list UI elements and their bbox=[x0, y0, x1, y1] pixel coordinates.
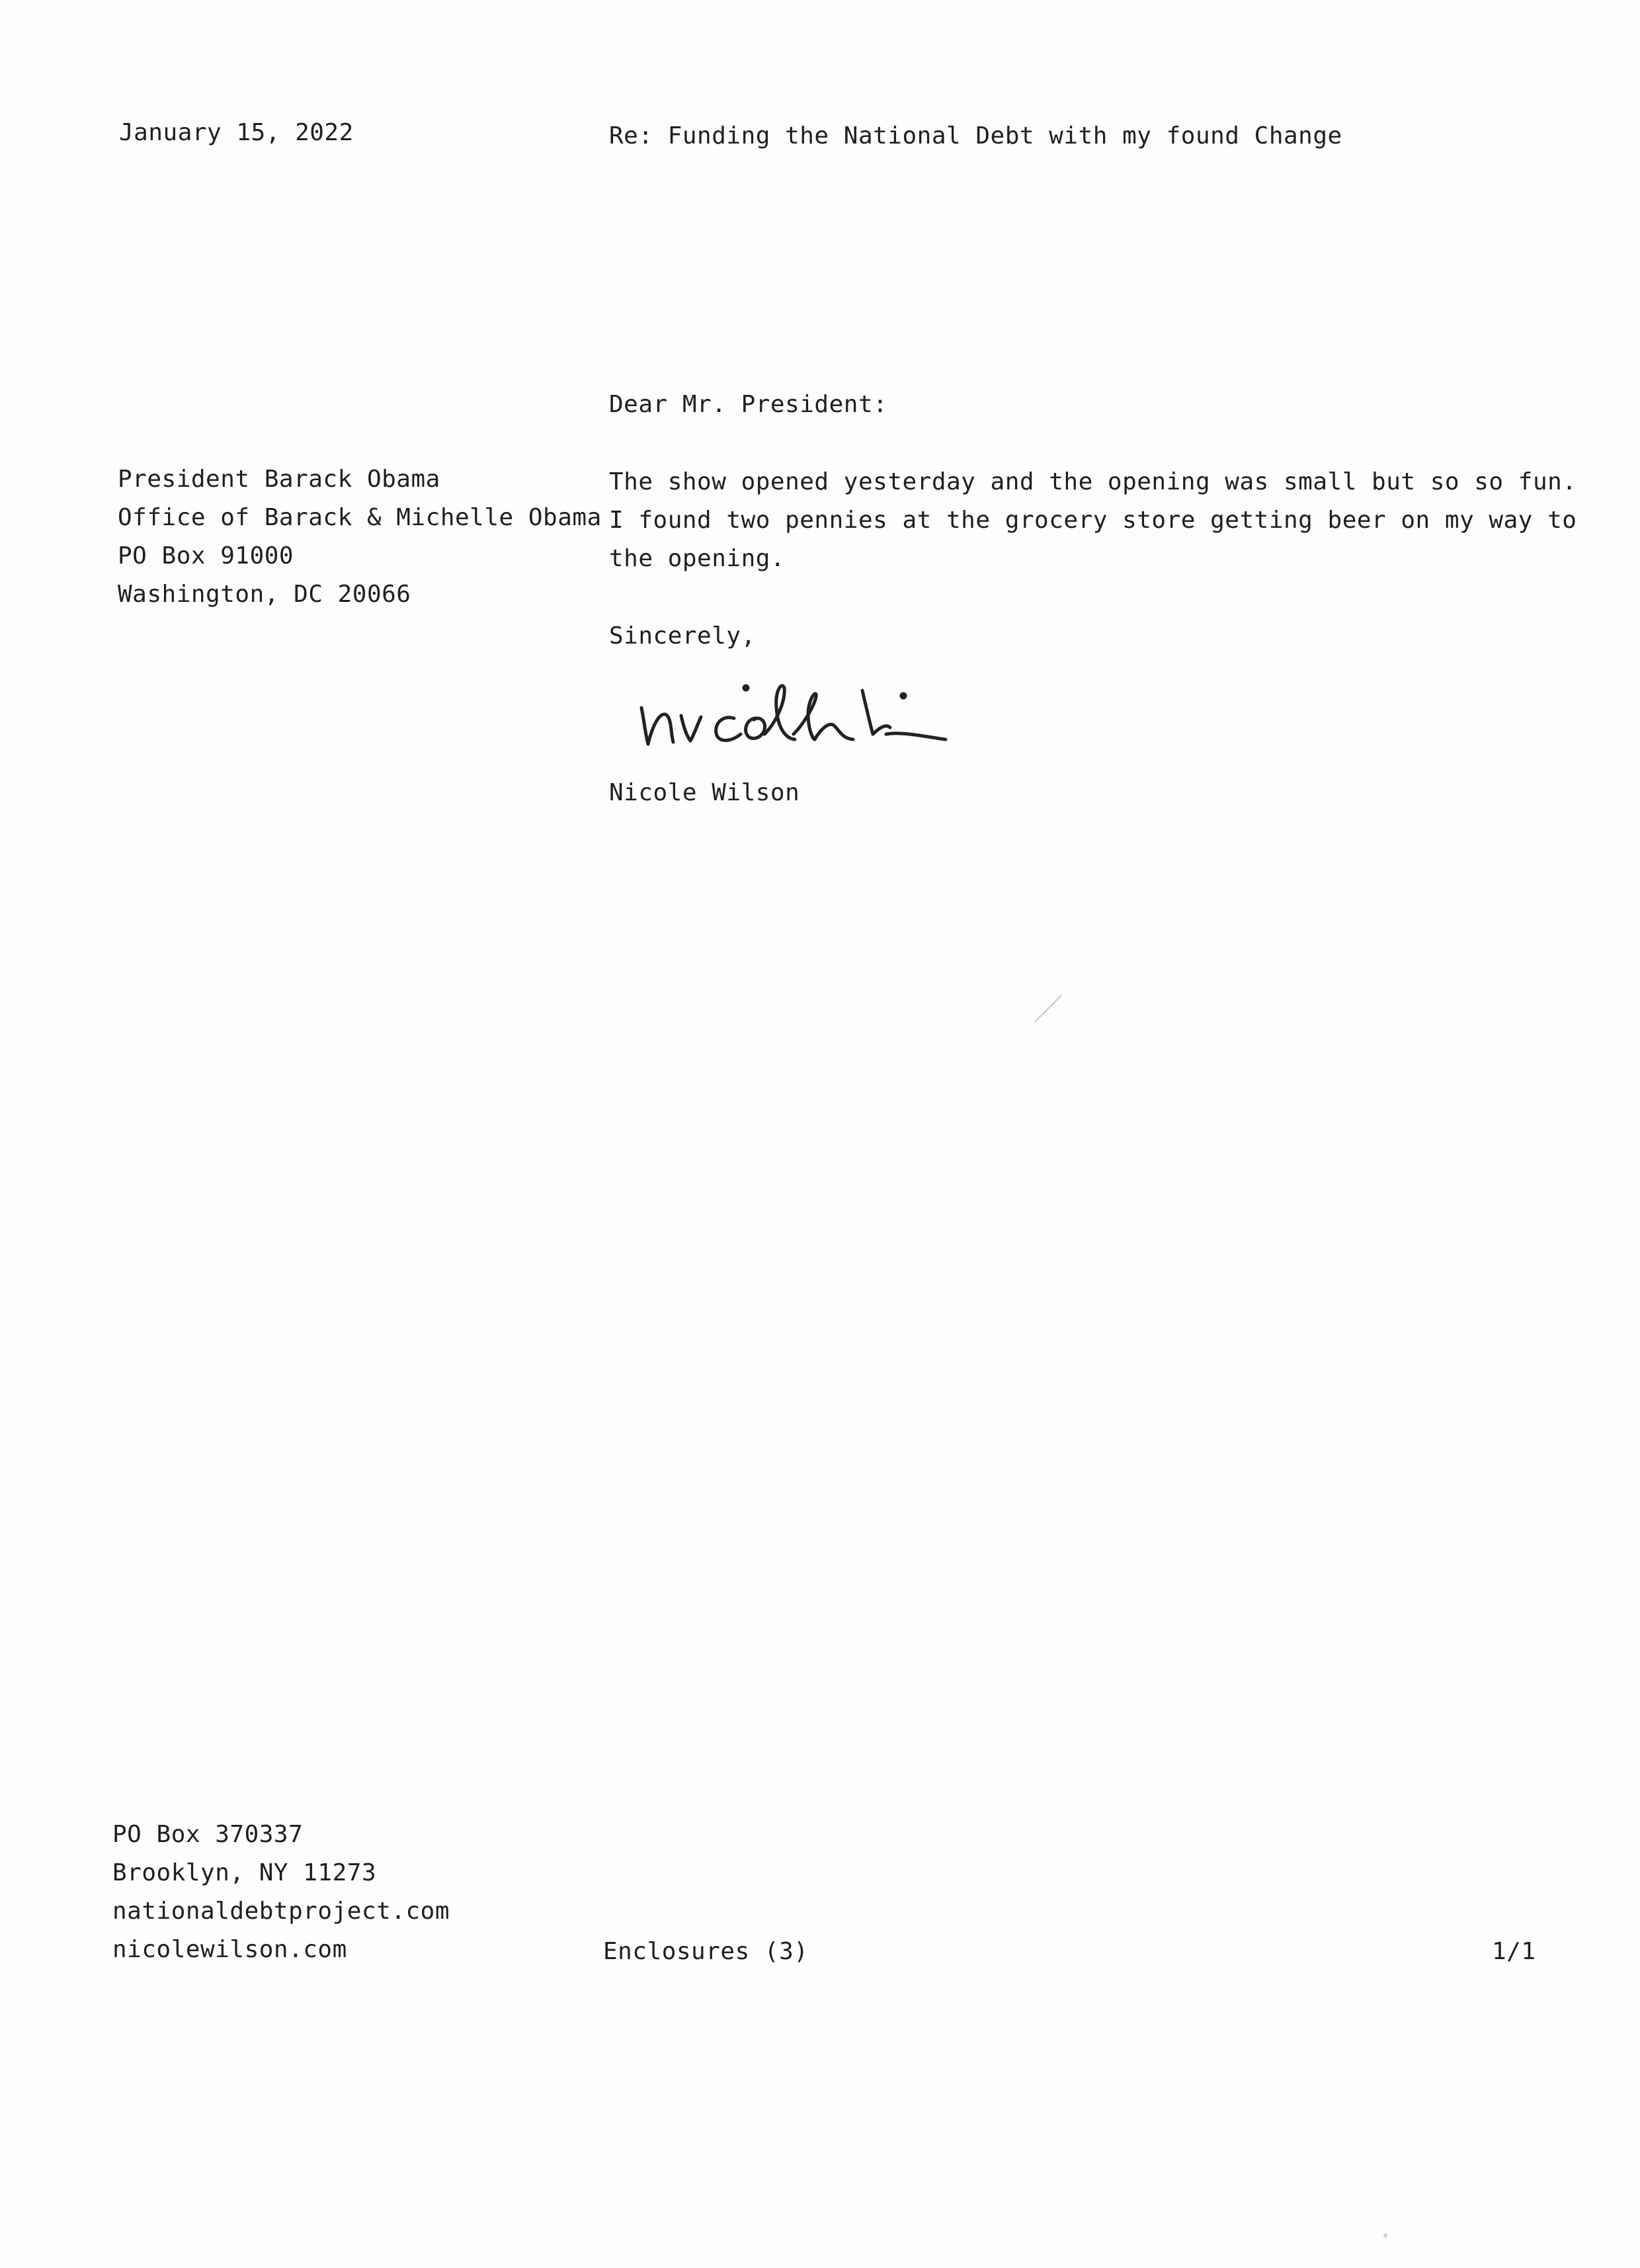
body-line: the opening. bbox=[609, 545, 786, 572]
recipient-address bbox=[118, 460, 602, 614]
scan-mark bbox=[1032, 992, 1065, 1025]
letter-date: January 15, 2022 bbox=[119, 119, 354, 146]
recipient-line: President Barack Obama bbox=[118, 466, 440, 493]
recipient-line: PO Box 91000 bbox=[118, 542, 294, 569]
letter-body bbox=[609, 463, 1577, 578]
body-line: The show opened yesterday and the opening was small but so so fun. bbox=[609, 468, 1577, 495]
page-number: 1/1 bbox=[1492, 1938, 1536, 1965]
return-address bbox=[112, 1816, 450, 1969]
recipient-line: Office of Barack & Michelle Obama bbox=[118, 504, 602, 531]
closing: Sincerely, bbox=[609, 622, 756, 650]
scan-dot bbox=[1379, 2229, 1392, 2242]
sender-name: Nicole Wilson bbox=[609, 779, 800, 806]
salutation: Dear Mr. President: bbox=[609, 391, 888, 418]
return-address-line: nationaldebtproject.com bbox=[112, 1898, 450, 1925]
body-line: I found two pennies at the grocery store getting beer on my way to bbox=[609, 507, 1577, 534]
return-address-line: nicolewilson.com bbox=[112, 1936, 347, 1963]
recipient-line: Washington, DC 20066 bbox=[118, 581, 411, 608]
handwritten-signature bbox=[635, 661, 1005, 761]
return-address-line: Brooklyn, NY 11273 bbox=[112, 1859, 377, 1886]
enclosures-note: Enclosures (3) bbox=[603, 1938, 809, 1965]
letter-subject: Re: Funding the National Debt with my found Change bbox=[609, 122, 1342, 149]
return-address-line: PO Box 370337 bbox=[112, 1821, 304, 1848]
